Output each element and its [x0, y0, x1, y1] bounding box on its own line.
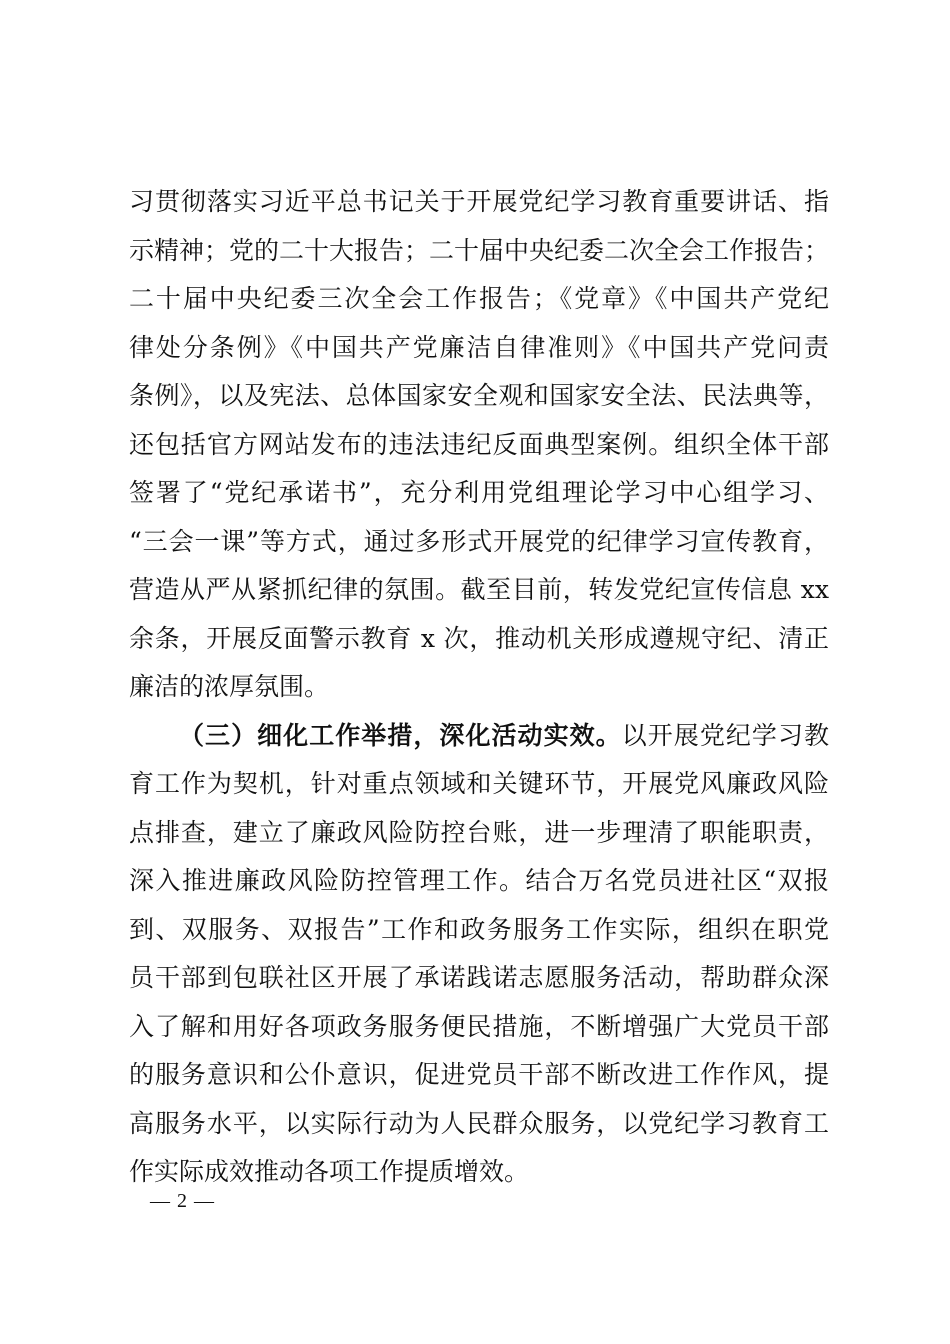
- text-line: 条例》，以及宪法、总体国家安全观和国家安全法、民法典等，: [129, 381, 829, 410]
- page-number: — 2 —: [150, 1190, 215, 1212]
- text-line: 还包括官方网站发布的违法违纪反面典型案例。组织全体干部: [129, 429, 829, 459]
- paragraph-study-content: [129, 178, 829, 712]
- text-line: 员干部到包联社区开展了承诺践诺志愿服务活动，帮助群众深: [129, 963, 829, 992]
- text-line: 作实际成效推动各项工作提质增效。: [129, 1157, 530, 1186]
- text-line-with-heading: [129, 712, 829, 761]
- text-line: 营造从严从紧抓纪律的氛围。截至目前，转发党纪宣传信息 xx: [129, 575, 829, 604]
- text-line: 签署了“党纪承诺书”，充分利用党组理论学习中心组学习、: [129, 478, 829, 507]
- document-body: [129, 178, 829, 1197]
- text-line: 廉洁的浓厚氛围。: [129, 672, 330, 701]
- text-line: 余条，开展反面警示教育 x 次，推动机关形成遵规守纪、清正: [129, 623, 829, 653]
- text-line: 到、双服务、双报告”工作和政务服务工作实际，组织在职党: [129, 914, 829, 944]
- section-heading: （三）细化工作举措，深化活动实效。: [179, 720, 622, 750]
- text-line: 律处分条例》《中国共产党廉洁自律准则》《中国共产党问责: [129, 332, 829, 362]
- paragraph-measures: [129, 712, 829, 1197]
- text-line: 育工作为契机，针对重点领域和关键环节，开展党风廉政风险: [129, 769, 829, 798]
- text-line: 高服务水平，以实际行动为人民群众服务，以党纪学习教育工: [129, 1108, 829, 1138]
- text-line: “三会一课”等方式，通过多形式开展党的纪律学习宣传教育，: [129, 526, 829, 556]
- text-line: 示精神；党的二十大报告；二十届中央纪委二次全会工作报告；: [129, 235, 830, 265]
- text-line: 习贯彻落实习近平总书记关于开展党纪学习教育重要讲话、指: [129, 187, 829, 216]
- text-line: 入了解和用好各项政务服务便民措施，不断增强广大党员干部: [129, 1011, 829, 1041]
- text-run: 以开展党纪学习教: [621, 720, 829, 750]
- text-line: 的服务意识和公仆意识，促进党员干部不断改进工作作风，提: [129, 1060, 829, 1089]
- text-line: 点排查，建立了廉政风险防控台账，进一步理清了职能职责，: [129, 817, 829, 847]
- text-line: 二十届中央纪委三次全会工作报告；《党章》《中国共产党纪: [129, 284, 829, 313]
- text-line: 深入推进廉政风险防控管理工作。结合万名党员进社区“双报: [129, 866, 829, 895]
